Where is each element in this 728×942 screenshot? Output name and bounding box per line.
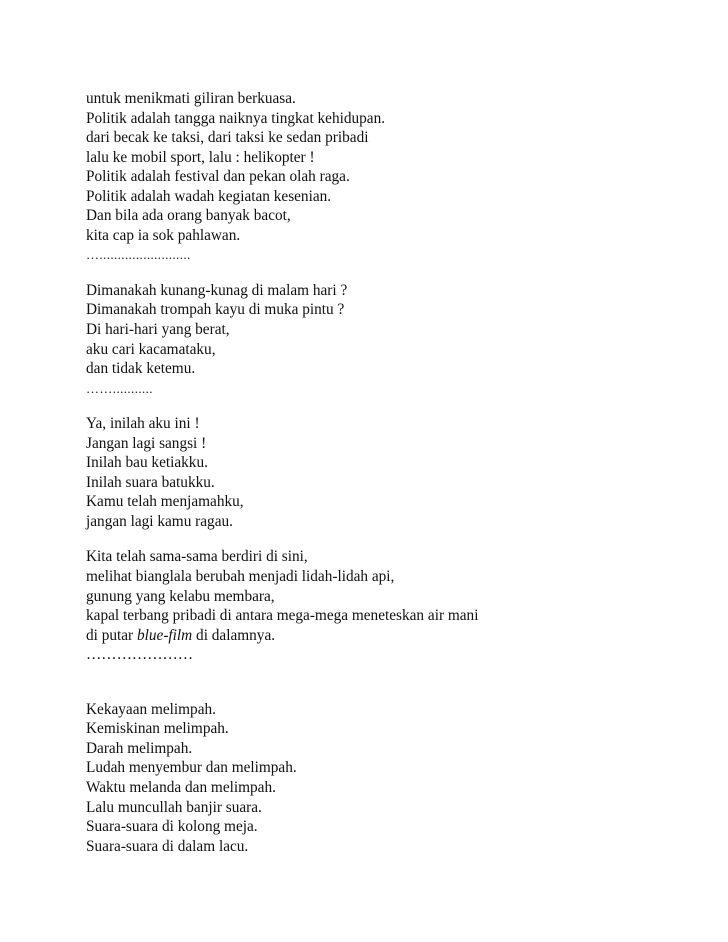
poem-line: dari becak ke taksi, dari taksi ke sedan pribadi — [86, 129, 369, 147]
poem-line: Darah melimpah. — [86, 739, 193, 757]
stanza-gap — [86, 665, 686, 700]
poem-line: gunung yang kelabu membara, — [86, 587, 275, 605]
poem-line: Lalu muncullah banjir suara. — [86, 798, 262, 816]
poem-line: untuk menikmati giliran berkuasa. — [86, 90, 296, 107]
poem-line: Inilah bau ketiakku. — [86, 454, 208, 472]
poem-line: jangan lagi kamu ragau. — [86, 512, 233, 530]
poem-line: Dimanakah kunang-kunag di malam hari ? — [86, 281, 348, 299]
stanza-gap — [86, 265, 686, 281]
poem-line: Kekayaan melimpah. — [86, 700, 216, 718]
ellipsis-line: …......................... — [86, 247, 191, 263]
italic-phrase: blue-film — [136, 626, 193, 644]
poem-line: Jangan lagi sangsi ! — [86, 434, 207, 452]
poem-line: Politik adalah wadah kegiatan kesenian. — [86, 187, 332, 205]
poem-line: kapal terbang pribadi di antara mega-mega meneteskan air mani — [86, 607, 479, 625]
stanza-1 — [86, 89, 686, 265]
stanza-gap — [86, 531, 686, 547]
stanza-gap — [86, 398, 686, 414]
stanza-2 — [86, 281, 686, 398]
poem-line: Kamu telah menjamahku, — [86, 493, 244, 511]
poem-line: melihat bianglala berubah menjadi lidah-lidah api, — [86, 568, 395, 586]
poem-line: Inilah suara batukku. — [86, 473, 215, 491]
stanza-5 — [86, 700, 686, 856]
poem-line: Dan bila ada orang banyak bacot, — [86, 207, 291, 225]
poem-line: Politik adalah tangga naiknya tingkat kehidupan. — [86, 109, 386, 127]
poem-line-with-italic — [86, 626, 686, 646]
poem-line: lalu ke mobil sport, lalu : helikopter ! — [86, 148, 315, 166]
ellipsis-line: ………………… — [86, 646, 194, 664]
poem-line: Kita telah sama-sama berdiri di sini, — [86, 548, 308, 566]
poem-line: Ludah menyembur dan melimpah. — [86, 759, 297, 777]
poem-line: Ya, inilah aku ini ! — [86, 415, 200, 433]
poem-line: Waktu melanda dan melimpah. — [86, 778, 276, 796]
poem-line: Kemiskinan melimpah. — [86, 720, 229, 738]
line-prefix: di putar — [86, 626, 137, 644]
poem-line: Suara-suara di dalam lacu. — [86, 837, 249, 855]
poem-line: Dimanakah trompah kayu di muka pintu ? — [86, 301, 345, 319]
line-suffix: di dalamnya. — [192, 626, 276, 644]
stanza-3 — [86, 414, 686, 531]
poem-line: dan tidak ketemu. — [86, 360, 196, 378]
poem-line: Politik adalah festival dan pekan olah raga. — [86, 168, 350, 186]
poem-line: kita cap ia sok pahlawan. — [86, 226, 241, 244]
poem-line: Di hari-hari yang berat, — [86, 321, 230, 339]
ellipsis-line: ……........... — [86, 380, 153, 396]
poem-line: Suara-suara di kolong meja. — [86, 818, 258, 836]
stanza-4 — [86, 547, 686, 664]
poem-text — [86, 89, 686, 856]
poem-line: aku cari kacamataku, — [86, 340, 216, 358]
